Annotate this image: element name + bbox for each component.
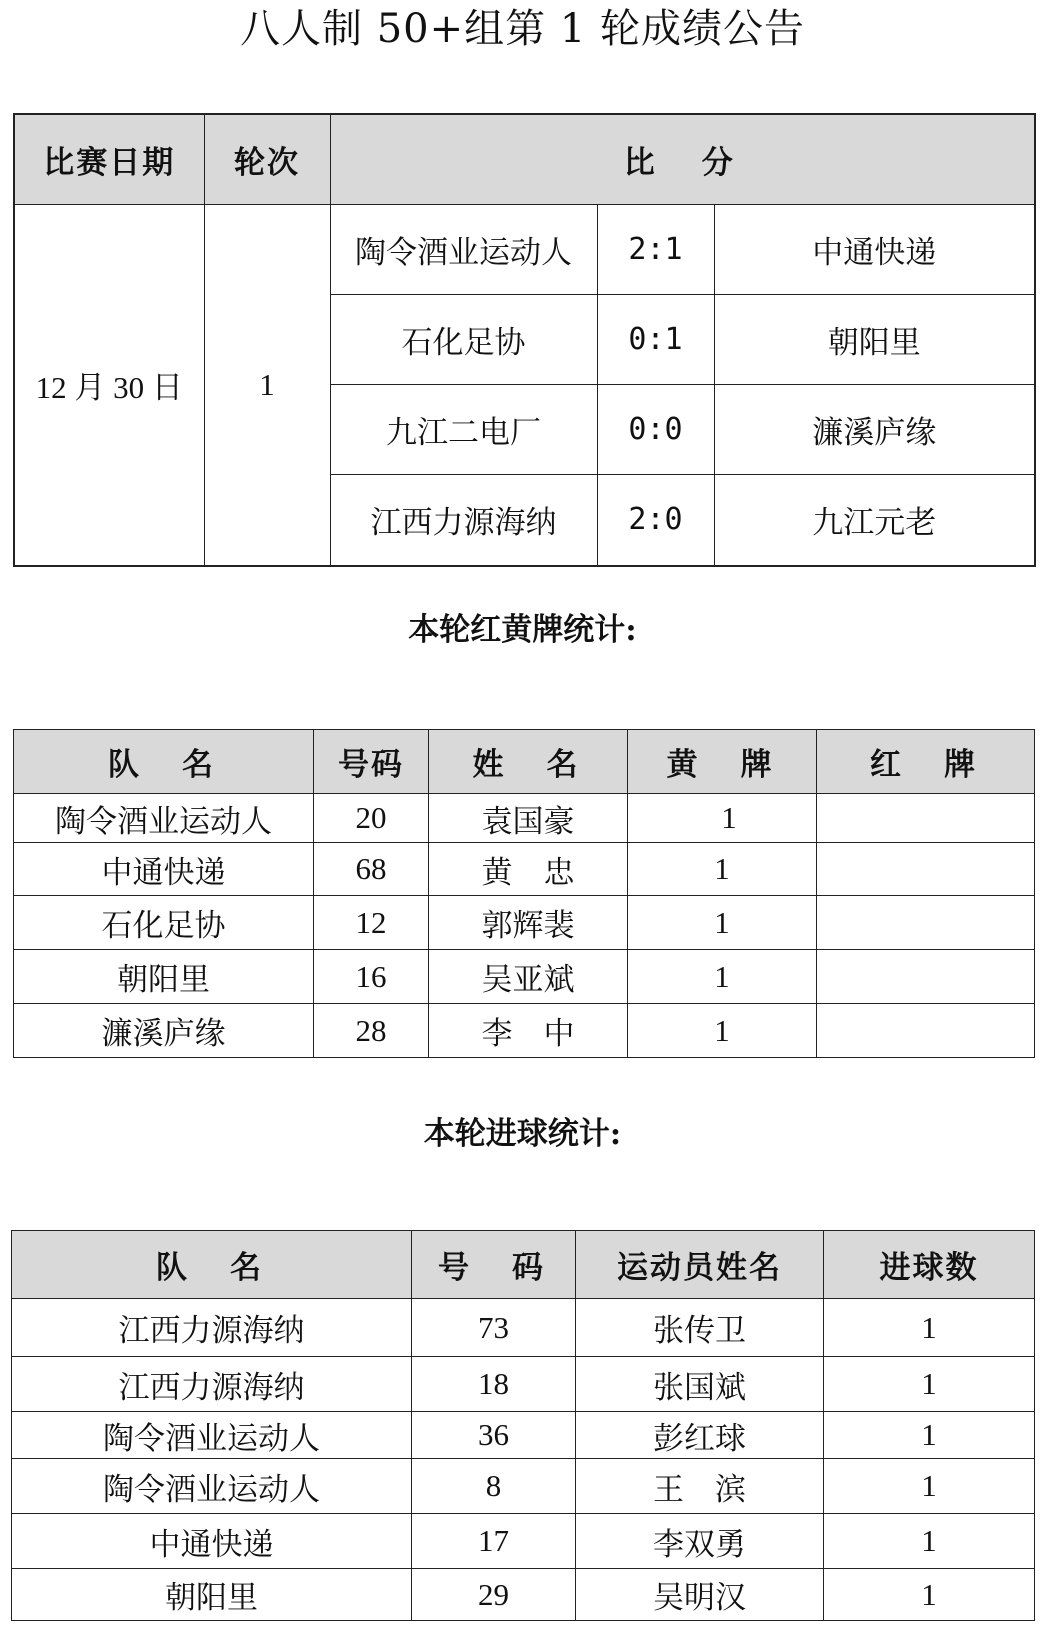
header-goals: 进球数 (824, 1231, 1035, 1299)
goals-cell: 1 (824, 1569, 1035, 1621)
table-row (14, 1004, 1035, 1058)
table-row (14, 794, 1035, 843)
team-cell: 中通快递 (12, 1514, 412, 1569)
number-cell: 12 (314, 896, 429, 950)
red-card-cell (817, 1004, 1035, 1058)
header-score: 比 分 (330, 114, 1035, 204)
team-cell: 朝阳里 (12, 1569, 412, 1621)
away-team: 中通快递 (714, 204, 1035, 294)
team-cell: 石化足协 (14, 896, 314, 950)
goals-table (11, 1230, 1035, 1621)
name-cell: 郭辉裴 (429, 896, 628, 950)
header-name: 姓 名 (429, 730, 628, 794)
header-number: 号 码 (412, 1231, 576, 1299)
number-cell: 36 (412, 1412, 576, 1459)
away-team: 九江元老 (714, 474, 1035, 566)
table-row (12, 1357, 1035, 1412)
team-cell: 江西力源海纳 (12, 1357, 412, 1412)
away-team: 濂溪庐缘 (714, 384, 1035, 474)
page-title: 八人制 50+组第 1 轮成绩公告 (239, 6, 805, 52)
name-cell: 吴亚斌 (429, 950, 628, 1004)
cards-section-title: 本轮红黄牌统计: (408, 612, 637, 648)
match-round: 1 (204, 204, 330, 566)
home-team: 九江二电厂 (330, 384, 597, 474)
cards-table (13, 729, 1035, 1058)
yellow-card-cell: 1 (628, 794, 817, 843)
results-table (13, 113, 1036, 567)
header-number: 号码 (314, 730, 429, 794)
header-red: 红 牌 (817, 730, 1035, 794)
header-team: 队 名 (14, 730, 314, 794)
player-cell: 张传卫 (576, 1299, 824, 1357)
header-yellow: 黄 牌 (628, 730, 817, 794)
goals-cell: 1 (824, 1459, 1035, 1514)
yellow-card-cell: 1 (628, 896, 817, 950)
name-cell: 黄 忠 (429, 843, 628, 896)
red-card-cell (817, 896, 1035, 950)
goals-cell: 1 (824, 1357, 1035, 1412)
home-team: 陶令酒业运动人 (330, 204, 597, 294)
home-team: 江西力源海纳 (330, 474, 597, 566)
table-row (14, 950, 1035, 1004)
number-cell: 20 (314, 794, 429, 843)
team-cell: 陶令酒业运动人 (12, 1412, 412, 1459)
goals-cell: 1 (824, 1299, 1035, 1357)
number-cell: 8 (412, 1459, 576, 1514)
red-card-cell (817, 843, 1035, 896)
header-date: 比赛日期 (14, 114, 204, 204)
header-round: 轮次 (204, 114, 330, 204)
yellow-card-cell: 1 (628, 1004, 817, 1058)
name-cell: 袁国豪 (429, 794, 628, 843)
team-cell: 朝阳里 (14, 950, 314, 1004)
goals-cell: 1 (824, 1412, 1035, 1459)
goals-cell: 1 (824, 1514, 1035, 1569)
table-row (14, 896, 1035, 950)
team-cell: 中通快递 (14, 843, 314, 896)
player-cell: 李双勇 (576, 1514, 824, 1569)
player-cell: 彭红球 (576, 1412, 824, 1459)
table-row (12, 1299, 1035, 1357)
table-row (12, 1412, 1035, 1459)
name-cell: 李 中 (429, 1004, 628, 1058)
home-team: 石化足协 (330, 294, 597, 384)
red-card-cell (817, 794, 1035, 843)
number-cell: 29 (412, 1569, 576, 1621)
number-cell: 18 (412, 1357, 576, 1412)
yellow-card-cell: 1 (628, 843, 817, 896)
team-cell: 江西力源海纳 (12, 1299, 412, 1357)
player-cell: 张国斌 (576, 1357, 824, 1412)
player-cell: 王 滨 (576, 1459, 824, 1514)
goals-section-title: 本轮进球统计: (423, 1116, 622, 1152)
number-cell: 17 (412, 1514, 576, 1569)
team-cell: 濂溪庐缘 (14, 1004, 314, 1058)
number-cell: 68 (314, 843, 429, 896)
header-player: 运动员姓名 (576, 1231, 824, 1299)
results-header-row (14, 114, 1035, 204)
table-row (12, 1459, 1035, 1514)
match-score: 2:1 (597, 204, 714, 294)
red-card-cell (817, 950, 1035, 1004)
cards-header-row (14, 730, 1035, 794)
table-row (12, 1569, 1035, 1621)
header-team: 队 名 (12, 1231, 412, 1299)
table-row (14, 843, 1035, 896)
table-row (12, 1514, 1035, 1569)
goals-header-row (12, 1231, 1035, 1299)
match-row (14, 204, 1035, 294)
team-cell: 陶令酒业运动人 (12, 1459, 412, 1514)
match-score: 0:0 (597, 384, 714, 474)
player-cell: 吴明汉 (576, 1569, 824, 1621)
match-score: 2:0 (597, 474, 714, 566)
away-team: 朝阳里 (714, 294, 1035, 384)
yellow-card-cell: 1 (628, 950, 817, 1004)
number-cell: 16 (314, 950, 429, 1004)
number-cell: 28 (314, 1004, 429, 1058)
match-date: 12 月 30 日 (14, 204, 204, 566)
team-cell: 陶令酒业运动人 (14, 794, 314, 843)
number-cell: 73 (412, 1299, 576, 1357)
match-score: 0:1 (597, 294, 714, 384)
